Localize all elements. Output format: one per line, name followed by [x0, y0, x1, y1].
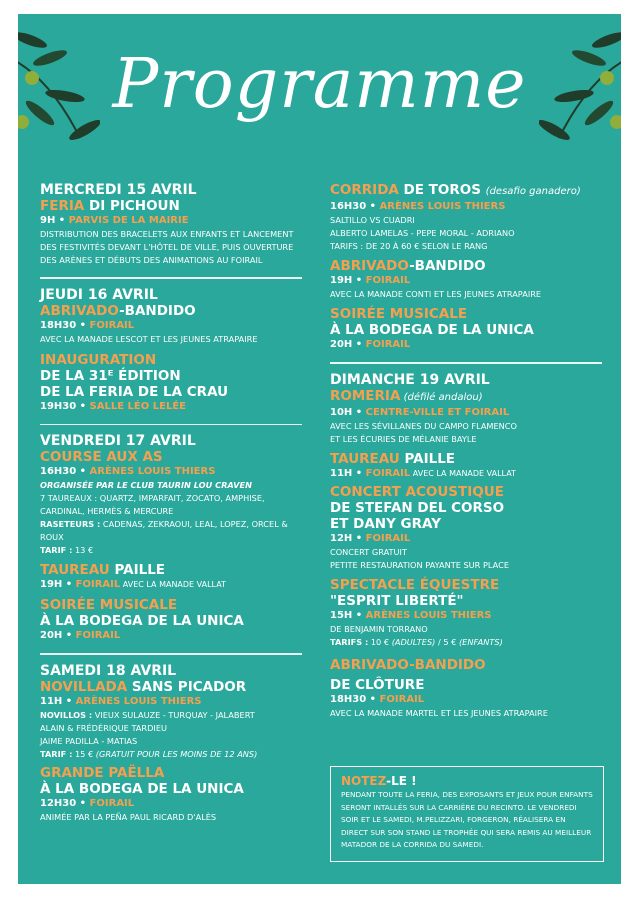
event-description: AVEC LES SÉVILLANES DU CAMPO FLAMENCO [330, 420, 517, 431]
event-title-line: À LA BODEGA DE LA UNICA [40, 613, 244, 629]
event-time: 11H • FOIRAIL AVEC LA MANADE VALLAT [330, 467, 516, 479]
divider [40, 277, 302, 279]
event-description: 7 TAUREAUX : QUARTZ, IMPARFAIT, ZOCATO, AMPHISE, CARDINAL, HERMÈS & MERCURE [40, 493, 265, 516]
event-title: ABRIVADO-BANDIDO [330, 258, 486, 274]
event-title: SPECTACLE ÉQUESTRE [330, 576, 500, 593]
poster [18, 14, 621, 884]
event-title: INAUGURATION [40, 351, 157, 368]
day-section-mercredi [40, 182, 302, 267]
day-heading: VENDREDI 17 AVRIL [40, 433, 196, 449]
event-title-line: DE STEFAN DEL CORSO [330, 499, 505, 516]
event-title-line: DE LA FERIA DE LA CRAU [40, 383, 229, 400]
event-description: AVEC LA MANADE CONTI ET LES JEUNES ATRAPAIRE [330, 289, 542, 299]
note-title: NOTEZ-LE ! [341, 774, 417, 788]
event-price: TARIFS : 10 € (ADULTES) / 5 € (ENFANTS) [330, 636, 503, 647]
event-title: CORRIDA DE TOROS (desafio ganadero) [330, 182, 581, 198]
note-body: PENDANT TOUTE LA FERIA, DES EXPOSANTS ET JEUX POUR ENFANTS SERONT INTALLÉS SUR LA CARRIÈRE DU RECINTO. LE VENDREDI SOIR ET LE SAMEDI, M.PELIZZARI, FORGERON, RÉALISERA EN DIRECT SUR SON STAND LE TROPHÉE QUI SERA REMIS AU MEILLEUR MATADOR DE LA CORRIDA DU SAMEDI. [341, 790, 593, 849]
event-time: 19H • FOIRAIL AVEC LA MANADE VALLAT [40, 579, 226, 590]
event-time: 12H • FOIRAIL [330, 532, 411, 544]
event-title: ABRIVADO-BANDIDO [330, 656, 486, 673]
event-title-line: DE LA 31ᴱ ÉDITION [40, 367, 181, 384]
event-time: 11H • ARÈNES LOUIS THIERS [40, 695, 202, 707]
event-description: CONCERT GRATUIT [330, 546, 407, 557]
event-time: 20H • FOIRAIL [330, 339, 411, 350]
divider [40, 653, 302, 655]
event-time: 20H • FOIRAIL [40, 630, 121, 641]
event-title-line: À LA BODEGA DE LA UNICA [330, 322, 534, 338]
day-heading: MERCREDI 15 AVRIL [40, 182, 197, 198]
event-description: ALBERTO LAMELAS - PEPE MORAL - ADRIANO [330, 228, 515, 238]
event-description: ET LES ÉCURIES DE MÉLANIE BAYLE [330, 433, 477, 444]
event-title-line: À LA BODEGA DE LA UNICA [40, 780, 244, 797]
event-description: ORGANISÉE PAR LE CLUB TAURIN LOU CRAVEN [40, 480, 252, 490]
event-description: ALAIN & FRÉDÉRIQUE TARDIEU [40, 722, 167, 733]
left-column [40, 182, 302, 834]
day-section-samedi [40, 663, 302, 824]
event-title: NOVILLADA SANS PICADOR [40, 678, 247, 695]
day-section-dimanche [330, 372, 602, 720]
day-section-samedi-continued [330, 182, 602, 352]
event-title: TAUREAU PAILLE [330, 450, 456, 467]
event-time: 16H30 • ARÈNES LOUIS THIERS [330, 201, 506, 212]
event-time: 18H30 • FOIRAIL [330, 693, 425, 705]
divider [330, 362, 602, 364]
event-time: 12H30 • FOIRAIL [40, 797, 135, 809]
event-time: 19H • FOIRAIL [330, 275, 411, 286]
day-heading: SAMEDI 18 AVRIL [40, 662, 177, 679]
event-title: ROMERIA (défilé andalou) [330, 387, 483, 404]
event-time: 10H • CENTRE-VILLE ET FOIRAIL [330, 406, 510, 418]
event-time: 16H30 • ARÈNES LOUIS THIERS [40, 466, 216, 477]
divider [40, 424, 302, 426]
event-time: 19H30 • SALLE LÉO LELÉE [40, 400, 186, 412]
event-title: ABRIVADO-BANDIDO [40, 302, 196, 319]
day-heading: DIMANCHE 19 AVRIL [330, 371, 490, 388]
event-description: DE BENJAMIN TORRANO [330, 623, 428, 634]
event-title-line: DE CLÔTURE [330, 676, 425, 693]
event-description: PETITE RESTAURATION PAYANTE SUR PLACE [330, 559, 509, 570]
event-title-line: ET DANY GRAY [330, 515, 441, 532]
event-price: TARIFS : DE 20 À 60 € SELON LE RANG [330, 241, 488, 251]
event-title: SOIRÉE MUSICALE [330, 306, 468, 322]
event-price: TARIF : 13 € [40, 545, 94, 555]
day-heading: JEUDI 16 AVRIL [40, 286, 158, 303]
event-title: SOIRÉE MUSICALE [40, 597, 178, 613]
event-title-line: "ESPRIT LIBERTÉ" [330, 592, 464, 609]
day-section-vendredi [40, 433, 302, 643]
event-title: GRANDE PAËLLA [40, 764, 165, 781]
event-description: AVEC LA MANADE MARTEL ET LES JEUNES ATRAPAIRE [330, 707, 548, 718]
event-time: 9H • PARVIS DE LA MAIRIE [40, 215, 189, 226]
event-description: AVEC LA MANADE LESCOT ET LES JEUNES ATRAPAIRE [40, 333, 258, 344]
event-time: 18H30 • FOIRAIL [40, 319, 135, 331]
right-column [330, 182, 602, 730]
event-price: TARIF : 15 € (GRATUIT POUR LES MOINS DE 12 ANS) [40, 748, 258, 759]
event-description: DISTRIBUTION DES BRACELETS AUX ENFANTS ET LANCEMENT DES FESTIVITÉS DEVANT L'HÔTEL DE VILLE, PUIS OUVERTURE DES ARÈNES ET DÉBUTS DES ANIMATIONS AU FOIRAIL [40, 229, 294, 265]
event-description: RASETEURS : CADENAS, ZEKRAOUI, LEAL, LOPEZ, ORCEL & ROUX [40, 519, 288, 542]
event-title: TAUREAU PAILLE [40, 562, 166, 578]
event-description: NOVILLOS : VIEUX SULAUZE - TURQUAY - JALABERT [40, 709, 255, 720]
note-box [330, 766, 604, 862]
event-description: JAIME PADILLA - MATIAS [40, 735, 138, 746]
event-title: FERIA DI PICHOUN [40, 198, 180, 214]
event-title: CONCERT ACOUSTIQUE [330, 483, 504, 500]
page-title: Programme [112, 45, 527, 124]
event-description: ANIMÉE PAR LA PEÑA PAUL RICARD D'ALÈS [40, 811, 217, 822]
event-description: SALTILLO VS CUADRI [330, 215, 415, 225]
day-section-jeudi [40, 287, 302, 414]
event-time: 15H • ARÈNES LOUIS THIERS [330, 609, 492, 621]
event-title: COURSE AUX AS [40, 449, 163, 465]
